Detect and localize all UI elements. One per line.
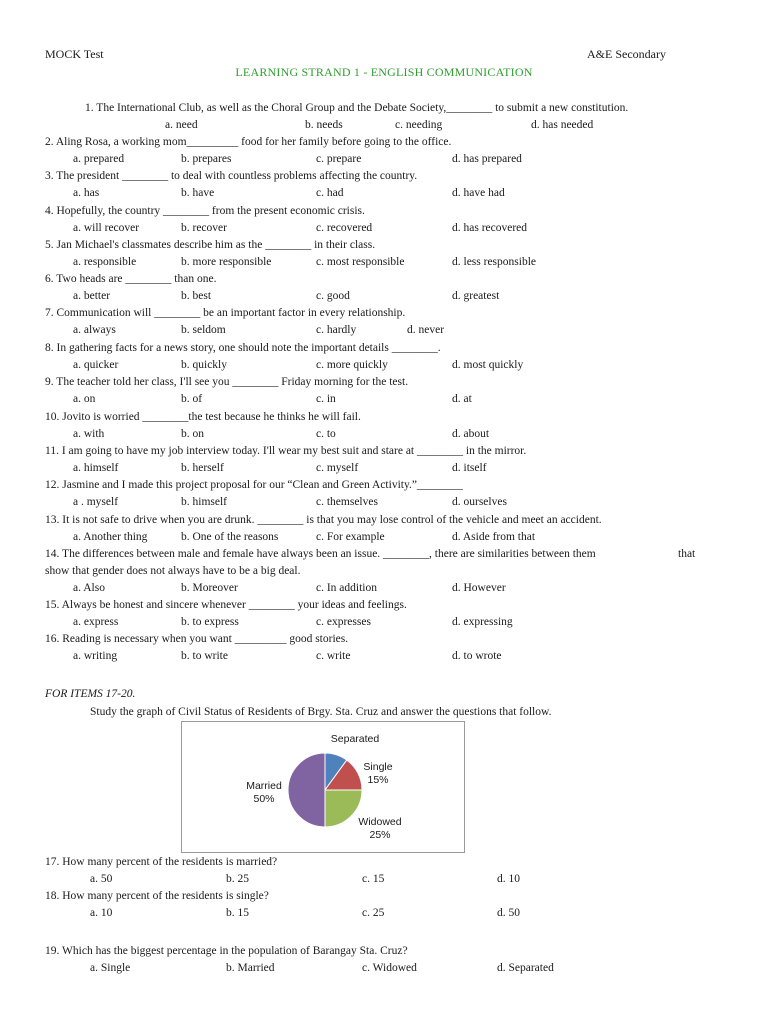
answer-option[interactable]: b. Moreover: [181, 582, 238, 594]
answer-option[interactable]: a. better: [73, 290, 111, 302]
answer-option[interactable]: a . myself: [73, 496, 119, 508]
answer-option[interactable]: b. best: [181, 290, 212, 302]
pie-chart-svg: [182, 722, 466, 854]
answer-option[interactable]: d. has recovered: [452, 222, 528, 234]
answer-option[interactable]: a. always: [73, 324, 116, 336]
pie-label-single: Single: [363, 761, 393, 773]
answer-option[interactable]: c. good: [316, 290, 350, 302]
answer-option[interactable]: a. 10: [90, 907, 113, 919]
question-text: 2. Aling Rosa, a working mom_________ food for her family before going to the office.: [45, 136, 452, 148]
answer-option[interactable]: d. never: [407, 324, 445, 336]
answer-option[interactable]: b. seldom: [181, 324, 226, 336]
answer-option[interactable]: d. have had: [452, 187, 505, 199]
answer-option[interactable]: a. will recover: [73, 222, 140, 234]
answer-option[interactable]: b. One of the reasons: [181, 531, 279, 543]
answer-option[interactable]: c. myself: [316, 462, 359, 474]
answer-option[interactable]: b. on: [181, 428, 204, 440]
answer-option[interactable]: a. on: [73, 393, 96, 405]
answer-option[interactable]: c. in: [316, 393, 336, 405]
section-instruction: Study the graph of Civil Status of Residents of Brgy. Sta. Cruz and answer the questions that follow.: [90, 706, 552, 718]
answer-option[interactable]: d. most quickly: [452, 359, 524, 371]
answer-option[interactable]: b. 15: [226, 907, 249, 919]
answer-option[interactable]: b. of: [181, 393, 203, 405]
answer-option[interactable]: c. more quickly: [316, 359, 388, 371]
answer-option[interactable]: c. to: [316, 428, 336, 440]
answer-option[interactable]: c. expresses: [316, 616, 371, 628]
strand-title: LEARNING STRAND 1 - ENGLISH COMMUNICATION: [235, 65, 533, 79]
question-text: 1. The International Club, as well as the Choral Group and the Debate Society,________ to submit a new constitution.: [85, 102, 629, 114]
answer-option[interactable]: d. 50: [497, 907, 520, 919]
answer-option[interactable]: b. prepares: [181, 153, 232, 165]
answer-option[interactable]: d. to wrote: [452, 650, 502, 662]
question-text: 9. The teacher told her class, I'll see you ________ Friday morning for the test.: [45, 376, 409, 388]
pie-slice-widowed: [325, 790, 362, 827]
answer-option[interactable]: b. needs: [305, 119, 343, 131]
question-text: 17. How many percent of the residents is married?: [45, 856, 278, 868]
answer-option[interactable]: d. greatest: [452, 290, 500, 302]
answer-option[interactable]: c. most responsible: [316, 256, 405, 268]
answer-option[interactable]: b. recover: [181, 222, 227, 234]
answer-option[interactable]: b. himself: [181, 496, 227, 508]
pie-label-widowed: Widowed: [358, 816, 402, 828]
answer-option[interactable]: b. herself: [181, 462, 224, 474]
answer-option[interactable]: c. hardly: [316, 324, 357, 336]
answer-option[interactable]: c. prepare: [316, 153, 362, 165]
answer-option[interactable]: b. 25: [226, 873, 249, 885]
question-text: 6. Two heads are ________ than one.: [45, 273, 217, 285]
pie-label-married: Married: [246, 780, 282, 792]
answer-option[interactable]: b. Married: [226, 962, 275, 974]
answer-option[interactable]: a. has: [73, 187, 100, 199]
answer-option[interactable]: c. had: [316, 187, 344, 199]
answer-option[interactable]: c. For example: [316, 531, 385, 543]
answer-option[interactable]: c. themselves: [316, 496, 378, 508]
answer-option[interactable]: d. 10: [497, 873, 520, 885]
question-text: 8. In gathering facts for a news story, one should note the important details ________.: [45, 342, 441, 354]
answer-option[interactable]: d. less responsible: [452, 256, 537, 268]
question-text: 13. It is not safe to drive when you are drunk. ________ is that you may lose control of the vehicle and meet an accident.: [45, 514, 602, 526]
question-text: 18. How many percent of the residents is single?: [45, 890, 269, 902]
answer-option[interactable]: b. to express: [181, 616, 239, 628]
answer-option[interactable]: b. have: [181, 187, 215, 199]
question-text: 19. Which has the biggest percentage in the population of Barangay Sta. Cruz?: [45, 945, 408, 957]
answer-option[interactable]: d. Separated: [497, 962, 554, 974]
answer-option[interactable]: a. Another thing: [73, 531, 148, 543]
answer-option[interactable]: d. has needed: [531, 119, 594, 131]
question-text-line2: show that gender does not always have to be a big deal.: [45, 565, 301, 577]
answer-option[interactable]: d. about: [452, 428, 490, 440]
answer-option[interactable]: d. However: [452, 582, 506, 594]
answer-option[interactable]: d. itself: [452, 462, 487, 474]
question-text: 10. Jovito is worried ________the test because he thinks he will fail.: [45, 411, 361, 423]
answer-option[interactable]: b. quickly: [181, 359, 227, 371]
answer-option[interactable]: a. Single: [90, 962, 131, 974]
question-text: 16. Reading is necessary when you want _________ good stories.: [45, 633, 349, 645]
answer-option[interactable]: c. needing: [395, 119, 443, 131]
answer-option[interactable]: c. recovered: [316, 222, 373, 234]
question-text: 15. Always be honest and sincere whenever ________ your ideas and feelings.: [45, 599, 407, 611]
question-text: 11. I am going to have my job interview today. I'll wear my best suit and stare at ________ in the mirror.: [45, 445, 527, 457]
answer-option[interactable]: d. has prepared: [452, 153, 522, 165]
answer-option[interactable]: a. prepared: [73, 153, 125, 165]
answer-option[interactable]: c. 25: [362, 907, 385, 919]
section-heading: FOR ITEMS 17-20.: [45, 688, 136, 700]
question-text: 7. Communication will ________ be an important factor in every relationship.: [45, 307, 406, 319]
header-right: A&E Secondary: [587, 47, 666, 61]
answer-option[interactable]: b. more responsible: [181, 256, 272, 268]
question-text: 5. Jan Michael's classmates describe him as the ________ in their class.: [45, 239, 376, 251]
answer-option[interactable]: a. 50: [90, 873, 113, 885]
answer-option[interactable]: c. In addition: [316, 582, 377, 594]
answer-option[interactable]: b. to write: [181, 650, 228, 662]
pie-slice-married: [288, 753, 325, 827]
answer-option[interactable]: a. Also: [73, 582, 105, 594]
question-text: 12. Jasmine and I made this project proposal for our “Clean and Green Activity.”________: [45, 479, 463, 491]
answer-option[interactable]: a. himself: [73, 462, 119, 474]
answer-option[interactable]: c. Widowed: [362, 962, 417, 974]
answer-option[interactable]: a. responsible: [73, 256, 137, 268]
answer-option[interactable]: d. ourselves: [452, 496, 507, 508]
answer-option[interactable]: d. Aside from that: [452, 531, 536, 543]
answer-option[interactable]: a. express: [73, 616, 119, 628]
pie-value-widowed: 25%: [369, 829, 391, 841]
header-left: MOCK Test: [45, 47, 104, 61]
answer-option[interactable]: c. write: [316, 650, 351, 662]
question-text: 3. The president ________ to deal with countless problems affecting the country.: [45, 170, 418, 182]
answer-option[interactable]: a. need: [165, 119, 198, 131]
answer-option[interactable]: a. quicker: [73, 359, 119, 371]
answer-option[interactable]: c. 15: [362, 873, 385, 885]
answer-option[interactable]: a. writing: [73, 650, 118, 662]
pie-value-single: 15%: [367, 774, 389, 786]
answer-option[interactable]: d. expressing: [452, 616, 513, 628]
pie-value-married: 50%: [253, 793, 275, 805]
question-text-tail: that: [678, 548, 696, 560]
answer-option[interactable]: d. at: [452, 393, 472, 405]
pie-chart: [181, 721, 465, 853]
question-text: 14. The differences between male and female have always been an issue. ________, there are similarities between them: [45, 548, 596, 560]
pie-label-separated: Separated: [330, 733, 380, 745]
question-text: 4. Hopefully, the country ________ from the present economic crisis.: [45, 205, 365, 217]
answer-option[interactable]: a. with: [73, 428, 105, 440]
